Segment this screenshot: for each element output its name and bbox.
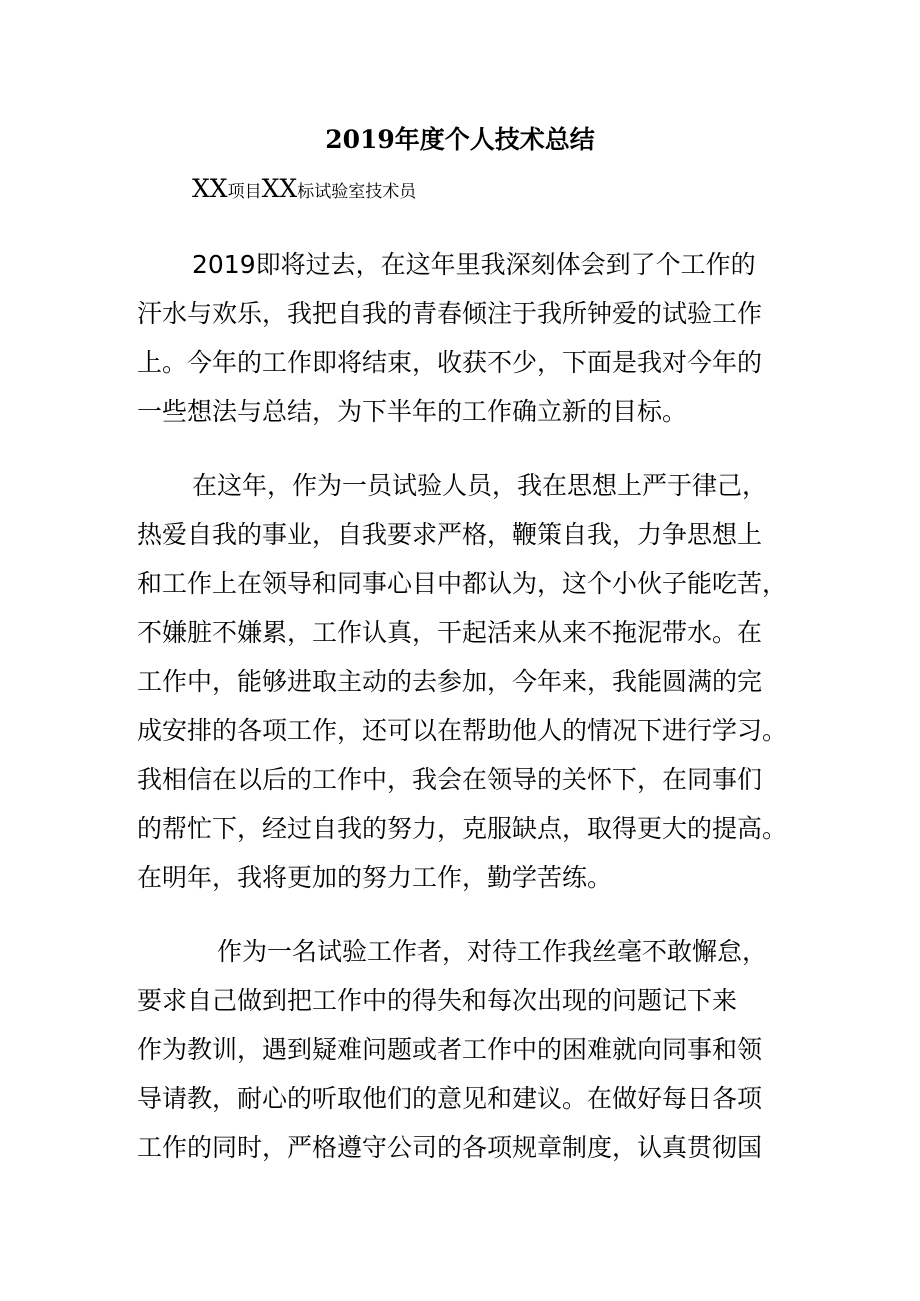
paragraph-2-line-4: 不嫌脏不嫌累，工作认真，干起活来从来不拖泥带水。在 xyxy=(137,618,763,647)
subtitle-section-placeholder: XX xyxy=(261,174,298,203)
paragraph-3-line-4: 导请教，耐心的听取他们的意见和建议。在做好每日各项 xyxy=(137,1084,763,1113)
paragraph-2-line-6: 成安排的各项工作，还可以在帮助他人的情况下进行学习。 xyxy=(137,716,787,745)
paragraph-3-line-1: 作为一名试验工作者，对待工作我丝毫不敢懈怠， xyxy=(217,937,768,966)
paragraph-1-line-1: 2019即将过去，在这年里我深刻体会到了个工作的 xyxy=(192,250,756,279)
paragraph-3-line-5: 工作的同时，严格遵守公司的各项规章制度，认真贯彻国 xyxy=(137,1133,763,1162)
paragraph-3-line-3: 作为教训，遇到疑难问题或者工作中的困难就向同事和领 xyxy=(137,1035,763,1064)
subtitle-project-label: 项目 xyxy=(227,182,262,202)
paragraph-2-line-3: 和工作上在领导和同事心目中都认为，这个小伙子能吃苦， xyxy=(137,569,787,598)
paragraph-1-line-2: 汗水与欢乐，我把自我的青春倾注于我所钟爱的试验工作 xyxy=(137,299,763,328)
paragraph-3-line-2: 要求自己做到把工作中的得失和每次出现的问题记下来 xyxy=(137,986,738,1015)
paragraph-2-line-5: 工作中，能够进取主动的去参加，今年来，我能圆满的完 xyxy=(137,667,763,696)
paragraph-2-line-2: 热爱自我的事业，自我要求严格，鞭策自我，力争思想上 xyxy=(137,520,763,549)
paragraph-2-line-1: 在这年，作为一员试验人员，我在思想上严于律己， xyxy=(192,471,768,500)
paragraph-2-line-8: 的帮忙下，经过自我的努力，克服缺点，取得更大的提高。 xyxy=(137,814,787,843)
paragraph-2-line-7: 我相信在以后的工作中，我会在领导的关怀下，在同事们 xyxy=(137,765,763,794)
document-subtitle xyxy=(192,172,416,209)
document-title: 2019年度个人技术总结 xyxy=(325,125,595,154)
paragraph-1-line-3: 上。今年的工作即将结束，收获不少，下面是我对今年的 xyxy=(137,348,763,377)
subtitle-role-label: 标试验室技术员 xyxy=(297,182,417,202)
paragraph-2-line-9: 在明年，我将更加的努力工作，勤学苦练。 xyxy=(137,863,613,892)
paragraph-1-line-4: 一些想法与总结，为下半年的工作确立新的目标。 xyxy=(137,397,688,426)
subtitle-project-placeholder: XX xyxy=(192,174,228,203)
